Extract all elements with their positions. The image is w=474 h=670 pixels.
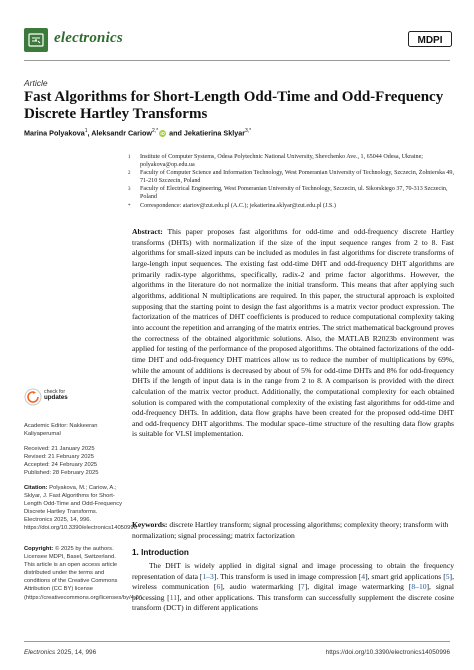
footer-journal-ref: Electronics 2025, 14, 996 bbox=[24, 649, 97, 656]
author-1[interactable]: Marina Polyakova bbox=[24, 128, 85, 138]
footer-doi-link[interactable]: https://doi.org/10.3390/electronics14050996 bbox=[325, 649, 450, 656]
keywords-label: Keywords: bbox=[132, 520, 168, 529]
check-for-updates-text[interactable]: check for updates bbox=[44, 389, 68, 401]
abstract-label: Abstract: bbox=[132, 227, 163, 236]
affiliations bbox=[128, 154, 458, 211]
citation-link[interactable]: 11 bbox=[169, 592, 178, 602]
date-received: Received: 21 January 2025 bbox=[24, 446, 95, 452]
footer-divider bbox=[24, 641, 450, 642]
abstract bbox=[132, 227, 454, 440]
journal-name[interactable]: electronics bbox=[54, 30, 123, 46]
date-accepted: Accepted: 24 February 2025 bbox=[24, 462, 98, 468]
introduction-paragraph: The DHT is widely applied in digital signal and image processing to obtain the frequency representation of data [1–3]. This transform is used in image compression [4], smart grid applications [5], wireless communication [6], audio watermarking [7], digital image watermarking [8–10], signal processing [11], and other applications. This transform can successfully supplement the discrete cosine transform (DCT) in different applications bbox=[132, 561, 455, 613]
author-3[interactable]: and Jekatierina Sklyar bbox=[167, 128, 246, 138]
article-type-label: Article bbox=[24, 78, 48, 88]
header-divider bbox=[24, 60, 450, 61]
citation-link[interactable]: 1–3 bbox=[202, 571, 214, 581]
citation-text[interactable]: Polyakova, M.; Cariow, A.; Sklyar, J. Fast Algorithms for Short-Length Odd-Time and Odd-Frequency Discrete Hartley Transforms. Electronics 2025, 14, 996. https://doi.org/10.3390/electronics14050996 bbox=[24, 485, 137, 532]
author-2-affil: 2,* bbox=[151, 128, 159, 134]
check-for-updates-icon bbox=[24, 388, 42, 406]
academic-editor: Academic Editor: Nakkeeran Kaliyaperumal bbox=[24, 423, 98, 438]
citation-label: Citation: bbox=[24, 485, 48, 491]
orcid-icon[interactable]: iD bbox=[160, 130, 165, 136]
abstract-text: This paper proposes fast algorithms for odd-time and odd-frequency discrete Hartley transforms (DHTs) with normalization if the size of the input sequence ranges from 2 to 8. Fast algorithms for small-sized inputs can be included as modules in fast algorithms for discrete transforms of large-length input sequences. The existing fast odd-time DHT and odd-frequency DHT algorithms are primarily radix-type algorithms, specifically, radix-2 and prime factor algorithms. However, the algorithms in the literature do not normalize the initial transform. This means that after applying such algorithms, additional N multiplications are required. In this paper, the structural approach is exploited supposing that the starting point to design the fast algorithms is a matrix vector product expression. The factorization of the matrices of DHT coefficients is produced to reduce computational complexity taking into account the repetition and arranging of the matrix entries. The strict mathematical background proves the correctness of the obtained algorithmic solutions. Also, the MATLAB R2023b environment was applied for testing of the performance of the proposed algorithms. The obtained factorizations of the odd-time DHT and odd-frequency DHT matrices allow us to reduce the number of multiplications by 69%, while the amount of additions is decreased by about of 5% for odd-time DHTs and 8% for odd-frequency DHTs if the length of input data is in the range from 2 to 8. A comparison is provided with the direct calculation of the matrix vector product. Additionally, the computational complexity for each obtained solution is compared with the computational complexity of the existing fast algorithms for odd-time and odd-frequency DHTs. In addition, data flow graphs have been created for the proposed odd-time DHT and odd-frequency DHT algorithms. The modular space–time structure of the resulting data flow graphs is suitable for VLSI implementation. bbox=[132, 227, 454, 439]
copyright-label: Copyright: bbox=[24, 546, 54, 552]
keywords bbox=[132, 520, 454, 541]
section-heading-introduction: 1. Introduction bbox=[132, 548, 189, 557]
mdpi-logo[interactable] bbox=[408, 31, 452, 47]
citation-link[interactable]: 7 bbox=[300, 582, 305, 592]
copyright-block bbox=[24, 545, 144, 602]
date-published: Published: 28 February 2025 bbox=[24, 470, 99, 476]
author-1-affil: 1 bbox=[84, 128, 88, 134]
date-revised: Revised: 21 February 2025 bbox=[24, 454, 94, 460]
affiliation-3: 3 Faculty of Electrical Engineering, West Pomeranian University of Technology, Szczecin, ul. Sikorskiego 37, 70-313 Szczecin, Poland bbox=[128, 186, 448, 200]
journal-logo-icon bbox=[24, 28, 48, 52]
citation-link[interactable]: 5 bbox=[445, 571, 450, 581]
keywords-text: discrete Hartley transform; signal processing algorithms; complexity theory; transform with normalization; signal processing; matrix factorization bbox=[132, 520, 449, 540]
citation-block bbox=[24, 484, 137, 533]
citation-link[interactable]: 6 bbox=[216, 582, 221, 592]
author-2[interactable]: , Aleksandr Cariow bbox=[87, 128, 152, 138]
copyright-text: © 2025 by the authors. Licensee MDPI, Basel, Switzerland. This article is an open access article distributed under the terms and conditions of the Creative Commons Attribution (CC BY) license (https://creativecommons.org/licenses/by/4.0/). bbox=[24, 546, 144, 601]
correspondence: * Correspondence: atariov@zut.edu.pl (A.C.); jekatierina.sklyar@zut.edu.pl (J.S.) bbox=[128, 202, 336, 209]
affiliation-2: 2 Faculty of Computer Science and Information Technology, West Pomeranian University of Technology, Szczecin, Żołnierska 49, 71-210 Szczecin, Poland bbox=[128, 170, 454, 184]
mdpi-logo-text: MDPI bbox=[417, 35, 443, 46]
author-list bbox=[24, 128, 454, 137]
paper-title: Fast Algorithms for Short-Length Odd-Time and Odd-Frequency Discrete Hartley Transforms bbox=[24, 89, 444, 122]
affiliation-1: 1 Institute of Computer Systems, Odesa Polytechnic National University, Shevchenko Ave., 1, 65044 Odesa, Ukraine; polyakova@op.edu.ua bbox=[128, 154, 423, 168]
author-3-affil: 3,* bbox=[245, 128, 252, 134]
citation-link[interactable]: 8–10 bbox=[411, 582, 427, 592]
citation-link[interactable]: 4 bbox=[361, 571, 366, 581]
